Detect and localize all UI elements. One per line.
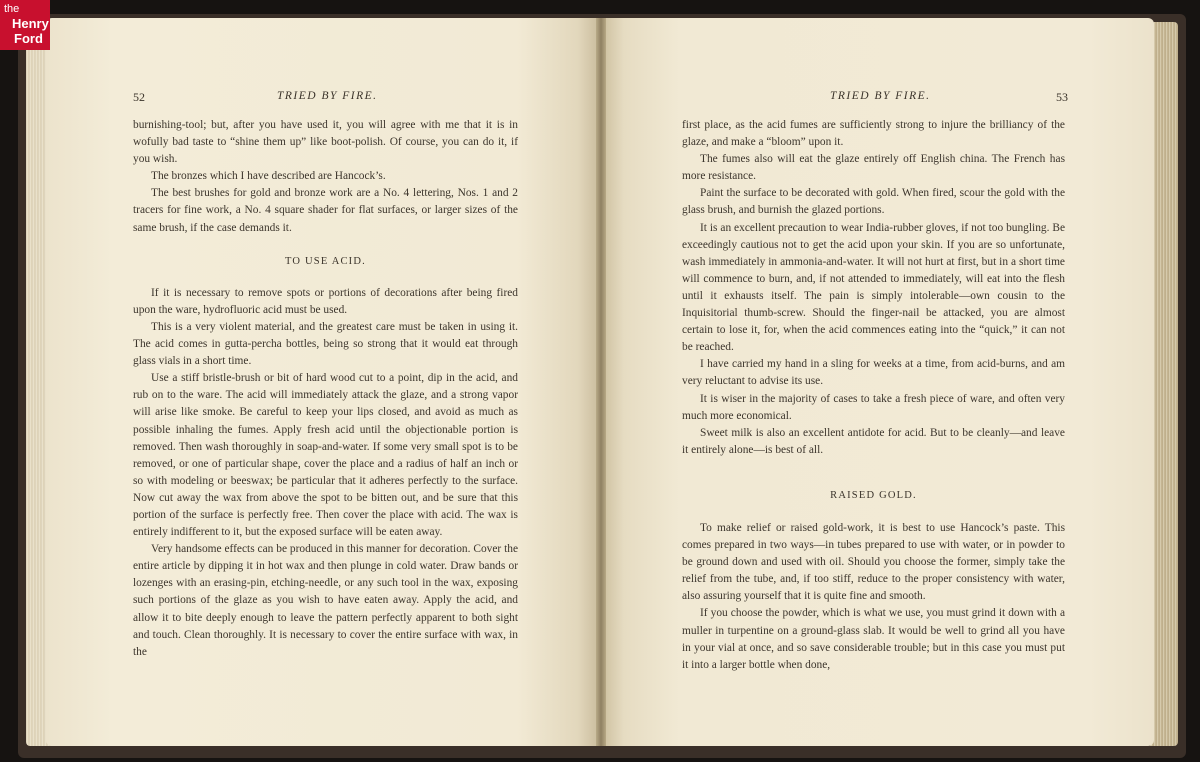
paragraph: Sweet milk is also an excellent antidote for acid. But to be cleanly—and leave it entirely alone—is best of all. xyxy=(682,426,1065,456)
paragraph: If it is necessary to remove spots or portions of decorations after being fired upon the ware, hydrofluoric acid must be used. xyxy=(133,286,518,316)
paragraph: This is a very violent material, and the greatest care must be taken in using it. The acid comes in gutta-percha bottles, being so strong that it would eat through glass vials in a short time. xyxy=(133,320,518,368)
right-page-text xyxy=(682,117,1065,674)
book-gutter xyxy=(596,18,606,746)
left-page-number: 52 xyxy=(133,90,145,104)
paragraph: Use a stiff bristle-brush or bit of hard wood cut to a point, dip in the acid, and rub on to the ware. The acid will immediately attack the glaze, and a strong vapor will arise like smoke. Be careful to keep your lips closed, and avoid as much as possible inhaling the fumes. Apply fresh acid until the objectionable portion is removed. Then wash thoroughly in soap-and-water. If some very small spot is to be removed, or one of particular shape, cover the place and a radius of half an inch or so with modeling or beeswax; be particular that it adheres perfectly to the surface. Now cut away the wax from above the spot to be bitten out, and be sure that this portion of the surface is perfectly free. Then cover the place with acid. The wax is entirely indifferent to it, but the exposed surface will be eaten away. xyxy=(133,372,518,539)
right-running-header xyxy=(680,90,1068,106)
logo-text-the: the xyxy=(4,3,20,15)
henry-ford-logo xyxy=(0,0,50,50)
paragraph: It is wiser in the majority of cases to take a fresh piece of ware, and often very much more economical. xyxy=(682,392,1065,422)
right-page-number: 53 xyxy=(1056,90,1068,104)
logo-text-ford: Ford xyxy=(14,31,43,46)
page-edges-right xyxy=(1150,22,1178,746)
paragraph: I have carried my hand in a sling for weeks at a time, from acid-burns, and am very reluctant to advise its use. xyxy=(682,358,1065,388)
paragraph: Paint the surface to be decorated with gold. When fired, scour the gold with the glass brush, and burnish the glazed portions. xyxy=(682,187,1065,217)
left-running-header xyxy=(133,90,513,106)
paragraph: It is an excellent precaution to wear India-rubber gloves, if not too bungling. Be exceedingly cautious not to get the acid upon your skin. If you are so unfortunate, wash immediately in ammonia-and-water. It will not hurt at first, but in a short time will commence to burn, and, if not attended to immediately, will eat into the flesh until it exhausts itself. The pain is simply intolerable—own cousin to the Inquisitorial thumb-screw. Should the finger-nail be attacked, you are almost certain to lose it, for, when the acid commences eating into the “quick,” it can not be reached. xyxy=(682,221,1065,354)
paragraph: burnishing-tool; but, after you have used it, you will agree with me that it is in wofully bad taste to “shine them up” like boot-polish. Of course, you can do it, if you wish. xyxy=(133,119,518,166)
paragraph: The best brushes for gold and bronze work are a No. 4 lettering, Nos. 1 and 2 tracers for fine work, a No. 4 square shader for flat surfaces, or larger sizes of the same brush, if the case demands it. xyxy=(133,187,518,234)
paragraph: The bronzes which I have described are Hancock’s. xyxy=(151,170,386,183)
section-heading-raised-gold: RAISED GOLD. xyxy=(830,489,917,501)
logo-text-henry: Henry xyxy=(12,16,49,31)
paragraph: To make relief or raised gold-work, it is best to use Hancock’s paste. This comes prepared in two ways—in tubes prepared to use with water, or in powder to be ground down and used with oil. Should you choose the former, simply take the relief from the tube, and, if too stiff, reduce to the proper consistency with water, also assuring yourself that it is quite fine and smooth. xyxy=(682,521,1065,603)
left-page-text xyxy=(133,117,518,661)
right-running-head: TRIED BY FIRE. xyxy=(830,90,931,102)
paragraph: If you choose the powder, which is what we use, you must grind it down with a muller in turpentine on a ground-glass slab. It would be well to grind all you have in your vial at once, and so save considerable trouble; but in this case you must put it into a larger bottle when done, xyxy=(682,607,1065,671)
left-page xyxy=(46,18,600,746)
right-page xyxy=(602,18,1154,746)
section-heading-acid: TO USE ACID. xyxy=(284,255,366,267)
paragraph: The fumes also will eat the glaze entirely off English china. The French has more resistance. xyxy=(682,153,1065,183)
paragraph: Very handsome effects can be produced in this manner for decoration. Cover the entire article by dipping it in hot wax and then plunge in cold water. Draw bands or lozenges with an erasing-pin, etching-needle, or any such tool in the wax, exposing such portions of the glaze as you wish to have eaten away. Apply the acid, and allow it to bite deeply enough to leave the pattern perfectly apparent to both sight and touch. Clean thoroughly. It is necessary to cover the entire surface with wax, in the xyxy=(133,543,518,658)
paragraph: first place, as the acid fumes are sufficiently strong to injure the brilliancy of the glaze, and make a “bloom” upon it. xyxy=(682,119,1065,149)
left-running-head: TRIED BY FIRE. xyxy=(277,90,378,102)
